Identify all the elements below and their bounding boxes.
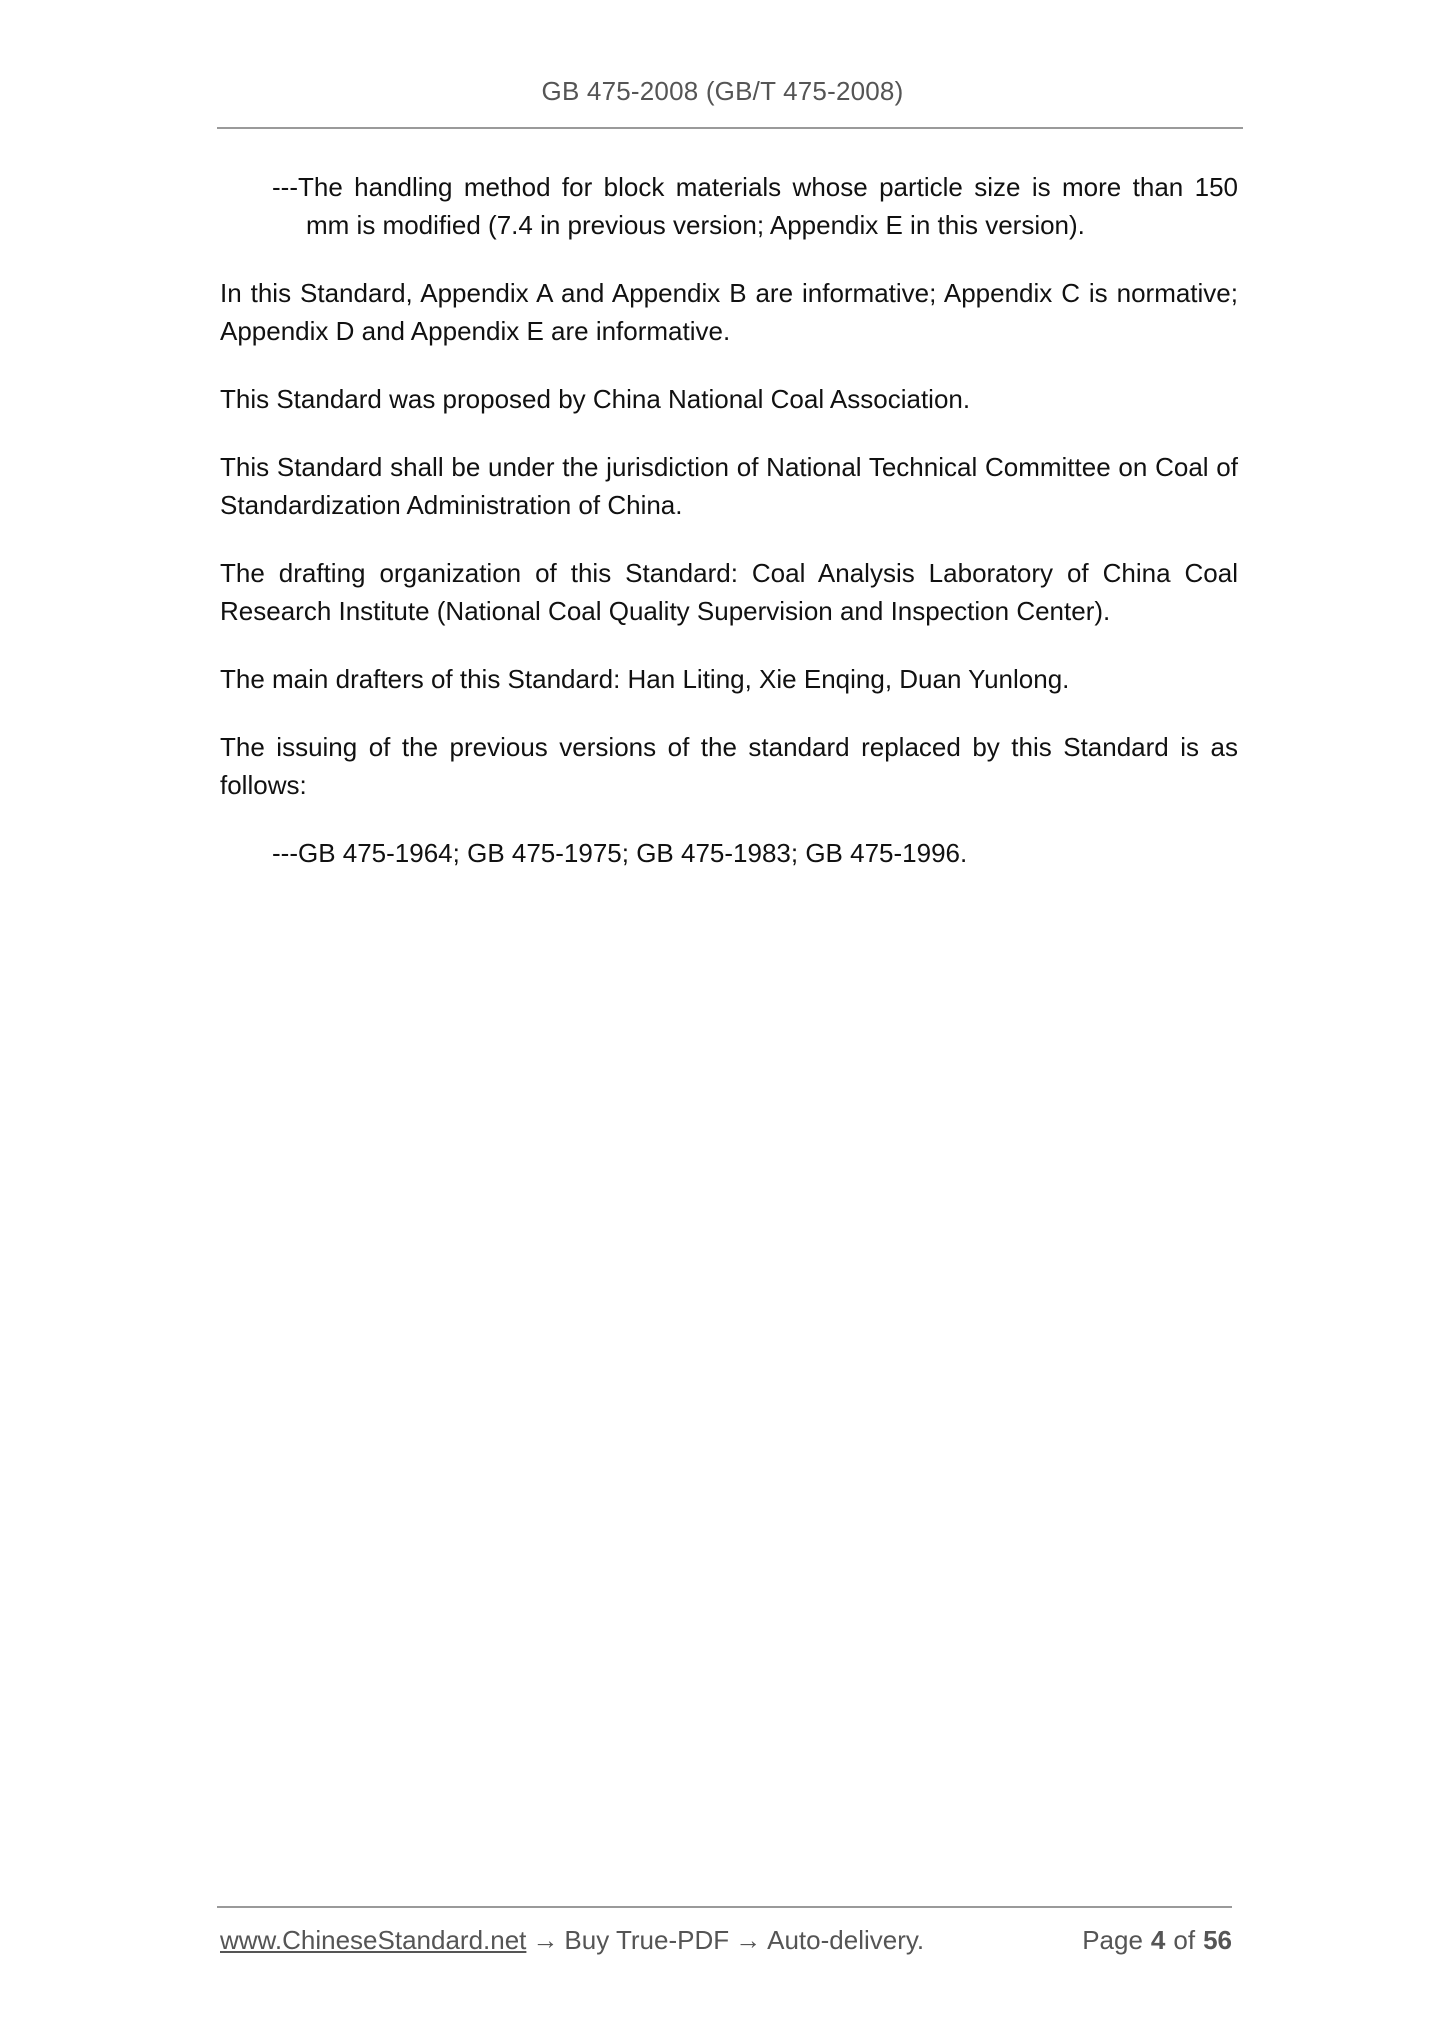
of-label: of: [1173, 1925, 1196, 1955]
document-body: [220, 168, 1238, 902]
page-number-indicator: [1082, 1925, 1232, 1956]
website-link[interactable]: www.ChineseStandard.net: [220, 1925, 527, 1955]
page-label: Page: [1082, 1925, 1143, 1955]
footer-divider: [217, 1906, 1232, 1908]
total-page-count: 56: [1203, 1925, 1232, 1955]
page-footer: [220, 1925, 1232, 1959]
paragraph-drafting-organization: The drafting organization of this Standard: Coal Analysis Laboratory of China Coal Research Institute (National Coal Quality Supervision and Inspection Center).: [220, 558, 1238, 626]
header-divider: [217, 127, 1243, 129]
paragraph-proposed-by: This Standard was proposed by China National Coal Association.: [220, 384, 971, 414]
paragraph-main-drafters: The main drafters of this Standard: Han Liting, Xie Enqing, Duan Yunlong.: [220, 664, 1070, 694]
current-page-number: 4: [1150, 1925, 1166, 1955]
page-header-title: GB 475-2008 (GB/T 475-2008): [541, 76, 904, 106]
auto-delivery-text: Auto-delivery.: [767, 1925, 925, 1955]
bullet-handling-method: ---The handling method for block materials whose particle size is more than 150 mm is modified (7.4 in previous version; Appendix E in this version).: [272, 172, 1238, 240]
footer-promo: [220, 1925, 924, 1956]
arrow-right-icon: →: [532, 1925, 559, 1955]
buy-true-pdf-text: Buy True-PDF: [564, 1925, 730, 1955]
bullet-previous-version-list: ---GB 475-1964; GB 475-1975; GB 475-1983; GB 475-1996.: [272, 838, 968, 868]
paragraph-jurisdiction: This Standard shall be under the jurisdiction of National Technical Committee on Coal of Standardization Administration of China.: [220, 452, 1238, 520]
arrow-right-icon: →: [735, 1925, 762, 1955]
paragraph-appendix-status: In this Standard, Appendix A and Appendix B are informative; Appendix C is normative; Appendix D and Appendix E are informative.: [220, 278, 1238, 346]
paragraph-previous-versions: The issuing of the previous versions of the standard replaced by this Standard is as follows:: [220, 732, 1238, 800]
